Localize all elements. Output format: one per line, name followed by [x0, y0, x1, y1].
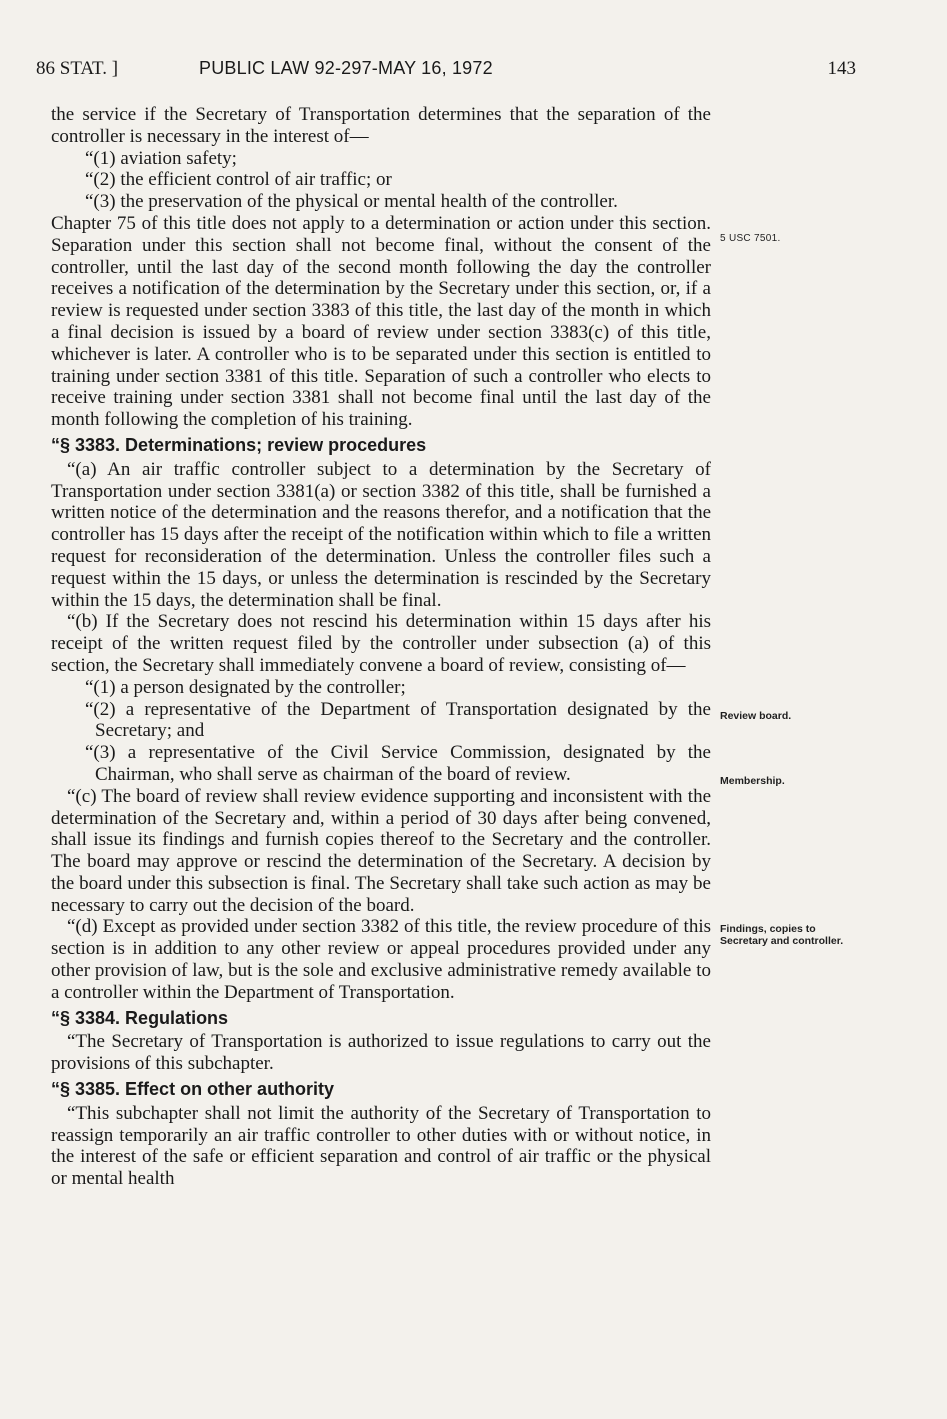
body-text [51, 104, 711, 1190]
section-heading-3383: “§ 3383. Determinations; review procedures [51, 434, 427, 455]
margin-note-review-board: Review board. [720, 710, 792, 722]
list-item: “(2) the efficient control of air traffic; or [85, 169, 392, 191]
page-header [36, 58, 856, 86]
stat-reference: 86 STAT. ] [36, 58, 119, 79]
paragraph-3385: “This subchapter shall not limit the authority of the Secretary of Transportation to reassign temporarily an air traffic controller to other duties with or without notice, in the interest of the safe or efficient separation and control of air traffic or the physical or mental health [51, 1102, 711, 1190]
list-item: “(3) a representative of the Civil Service Commission, designated by the Chairman, who shall serve as chairman of the board of review. [85, 742, 711, 785]
list-item: “(3) the preservation of the physical or mental health of the controller. [85, 191, 618, 213]
list-item: “(1) aviation safety; [85, 147, 237, 169]
paragraph-d: “(d) Except as provided under section 3382 of this title, the review procedure of this section is in addition to any other review or appeal procedures provided under any other provision of law, but is the sole and exclusive administrative remedy available to a controller within the Department of Transportation. [51, 916, 711, 1003]
list-item: “(1) a person designated by the controller; [85, 676, 406, 698]
paragraph-a: “(a) An air traffic controller subject to a determination by the Secretary of Transportation under section 3381(a) or section 3382 of this title, shall be furnished a written notice of the determination and the reasons therefor, and a notification that the controller has 15 days after the receipt of the notification within which to file a written request for reconsideration of the determination. Unless the controller files such a request within the 15 days, or unless the determination is rescinded by the Secretary within the 15 days, the determination shall be final. [51, 458, 711, 611]
section-heading-3384: “§ 3384. Regulations [51, 1007, 229, 1028]
paragraph-b: “(b) If the Secretary does not rescind his determination within 15 days after his receipt of the written request filed by the controller under subsection (a) of this section, the Secretary shall immediately convene a board of review, consisting of— [51, 611, 711, 676]
margin-note-membership: Membership. [720, 775, 785, 787]
margin-note-findings: Findings, copies to Secretary and controller. [720, 923, 844, 947]
paragraph-chapter-75: Chapter 75 of this title does not apply to a determination or action under this section. Separation under this section shall not become final, without the consent of the controller, until the last day of the second month following the day the controller receives a notification of the determination by the Secretary under this section, or, if a review is requested under section 3383 of this title, the last day of the month in which a final decision is issued by a board of review under section 3383(c) of this title, whichever is later. A controller who is to be separated under this section is entitled to training under section 3381 of this title. Separation of such a controller who elects to receive training under section 3381 shall not become final until the last day of the month following the completion of his training. [51, 212, 711, 431]
list-item: “(2) a representative of the Department of Transportation designated by the Secretary; and [85, 698, 711, 742]
paragraph-3384: “The Secretary of Transportation is authorized to issue regulations to carry out the provisions of this subchapter. [51, 1031, 711, 1075]
section-heading-3385: “§ 3385. Effect on other authority [51, 1079, 335, 1100]
paragraph-continuation: the service if the Secretary of Transportation determines that the separation of the controller is necessary in the interest of— [51, 104, 711, 147]
law-title: PUBLIC LAW 92-297-MAY 16, 1972 [199, 58, 493, 78]
page-number: 143 [827, 58, 856, 79]
margin-note-usc: 5 USC 7501. [720, 233, 781, 244]
paragraph-c: “(c) The board of review shall review evidence supporting and inconsistent with the determination of the Secretary and, within a period of 30 days after being convened, shall issue its findings and furnish copies thereof to the Secretary and the controller. The board may approve or rescind the determination of the Secretary. A decision by the board under this subsection is final. The Secretary shall take such action as may be necessary to carry out the decision of the board. [51, 785, 711, 916]
